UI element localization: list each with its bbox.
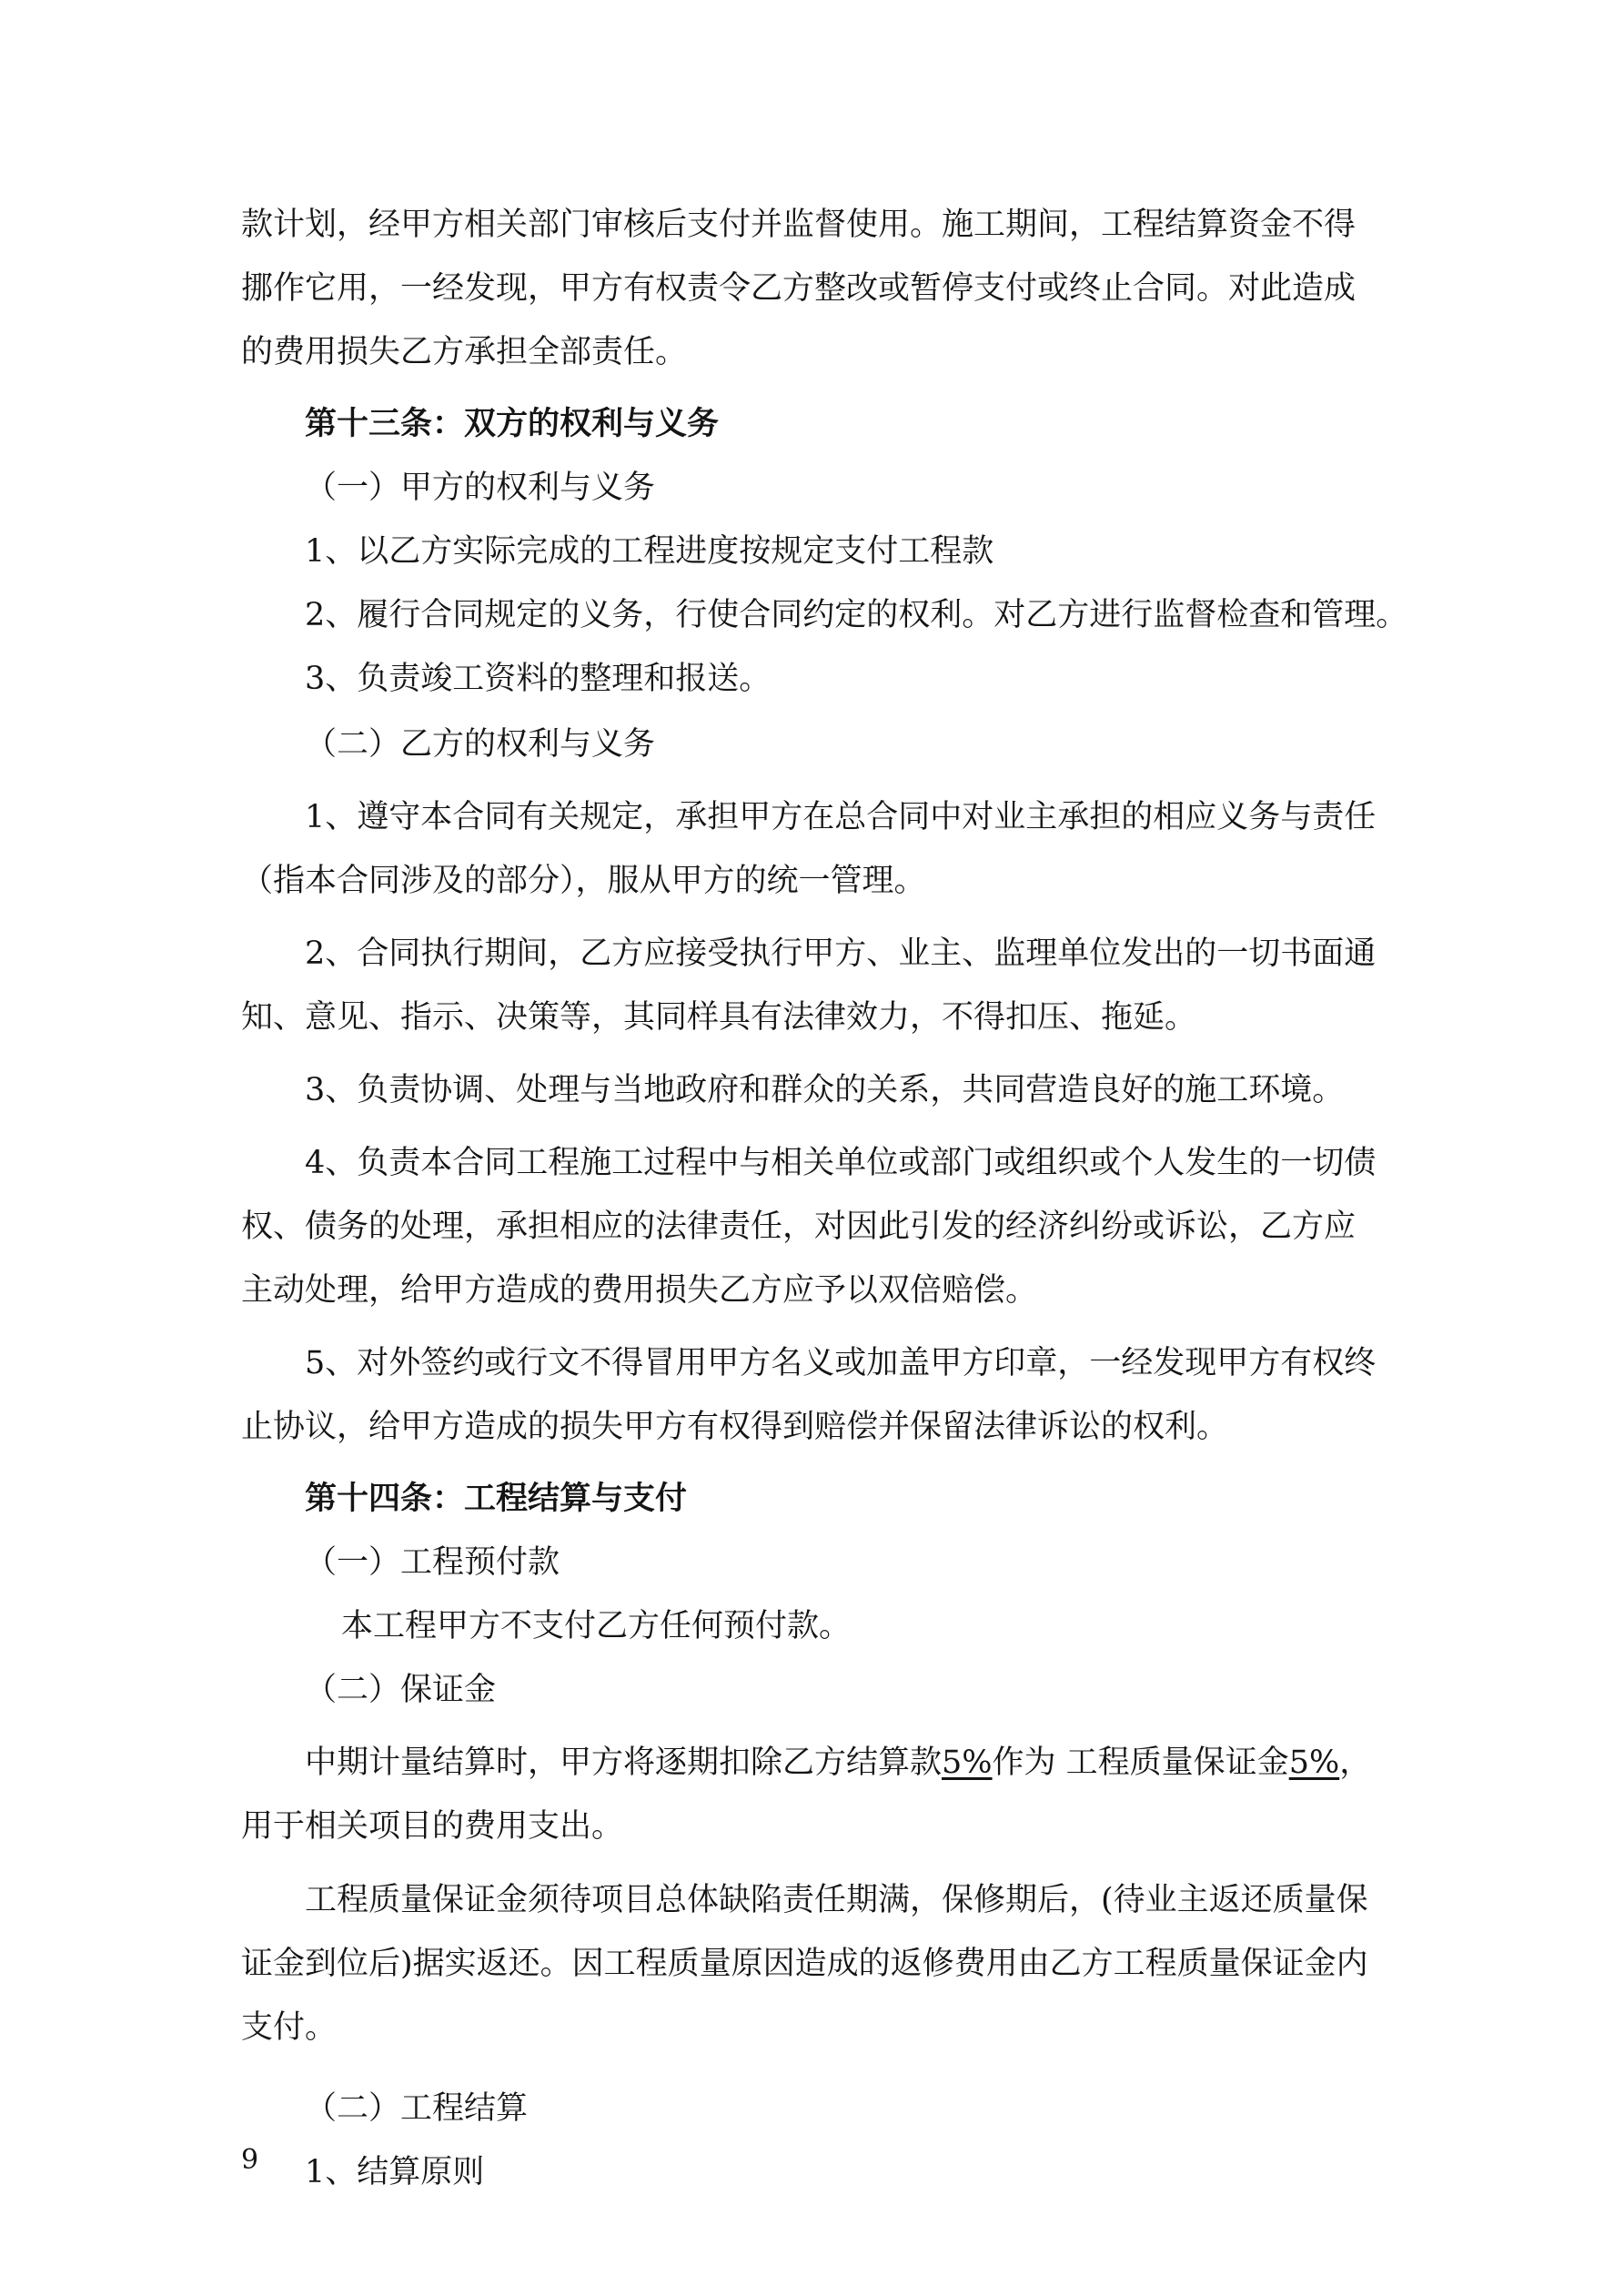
list-item: 2、履行合同规定的义务，行使合同约定的权利。对乙方进行监督检查和管理。 — [305, 597, 1408, 633]
paragraph-line: 支付。 — [241, 2009, 338, 2046]
paragraph-line: 知、意见、指示、决策等，其同样具有法律效力，不得扣压、拖延。 — [241, 999, 1197, 1036]
list-item: 4、负责本合同工程施工过程中与相关单位或部门或组织或个人发生的一切债 — [305, 1145, 1377, 1181]
section-heading: （二）乙方的权利与义务 — [305, 726, 656, 763]
paragraph-line: 本工程甲方不支付乙方任何预付款。 — [341, 1608, 852, 1644]
section-heading: （一）工程预付款 — [305, 1544, 560, 1581]
paragraph-line: 挪作它用，一经发现，甲方有权责令乙方整改或暂停支付或终止合同。对此造成 — [241, 270, 1357, 307]
deposit-prefix: 中期计量结算时，甲方将逐期扣除乙方结算款 — [305, 1745, 943, 1781]
article-13-heading: 第十三条：双方的权利与义务 — [305, 405, 720, 442]
deposit-rate-2: 5% — [1288, 1745, 1340, 1781]
list-item: 5、对外签约或行文不得冒用甲方名义或加盖甲方印章，一经发现甲方有权终 — [305, 1345, 1377, 1381]
paragraph-line: 工程质量保证金须待项目总体缺陷责任期满，保修期后，(待业主返还质量保 — [305, 1882, 1368, 1918]
section-heading: （二）保证金 — [305, 1672, 497, 1708]
list-item: 3、负责竣工资料的整理和报送。 — [305, 661, 772, 697]
section-heading: （二）工程结算 — [305, 2090, 529, 2127]
deposit-middle: 作为 工程质量保证金 — [992, 1745, 1289, 1781]
paragraph-line: 主动处理，给甲方造成的费用损失乙方应予以双倍赔偿。 — [241, 1272, 1038, 1309]
paragraph-line: 止协议，给甲方造成的损失甲方有权得到赔偿并保留法律诉讼的权利。 — [241, 1409, 1229, 1445]
paragraph-line: 证金到位后)据实返还。因工程质量原因造成的返修费用由乙方工程质量保证金内 — [241, 1946, 1368, 1982]
paragraph-line: 用于相关项目的费用支出。 — [241, 1808, 624, 1845]
list-item: 2、合同执行期间，乙方应接受执行甲方、业主、监理单位发出的一切书面通 — [305, 936, 1377, 972]
deposit-suffix: ， — [1339, 1745, 1372, 1781]
section-heading: （一）甲方的权利与义务 — [305, 470, 656, 506]
list-item: 1、结算原则 — [305, 2154, 485, 2190]
page-number: 9 — [241, 2144, 259, 2176]
list-item: 1、遵守本合同有关规定，承担甲方在总合同中对业主承担的相应义务与责任 — [305, 799, 1377, 835]
deposit-rate-1: 5% — [942, 1745, 993, 1781]
article-14-heading: 第十四条：工程结算与支付 — [305, 1480, 688, 1517]
paragraph-line: （指本合同涉及的部分），服从甲方的统一管理。 — [241, 863, 926, 899]
paragraph-line: 权、债务的处理，承担相应的法律责任，对因此引发的经济纠纷或诉讼，乙方应 — [241, 1209, 1357, 1245]
list-item: 3、负责协调、处理与当地政府和群众的关系，共同营造良好的施工环境。 — [305, 1072, 1345, 1108]
deposit-clause — [305, 1743, 1371, 1783]
list-item: 1、以乙方实际完成的工程进度按规定支付工程款 — [305, 533, 994, 570]
paragraph-line: 的费用损失乙方承担全部责任。 — [241, 334, 688, 370]
paragraph-line: 款计划，经甲方相关部门审核后支付并监督使用。施工期间，工程结算资金不得 — [241, 207, 1357, 243]
